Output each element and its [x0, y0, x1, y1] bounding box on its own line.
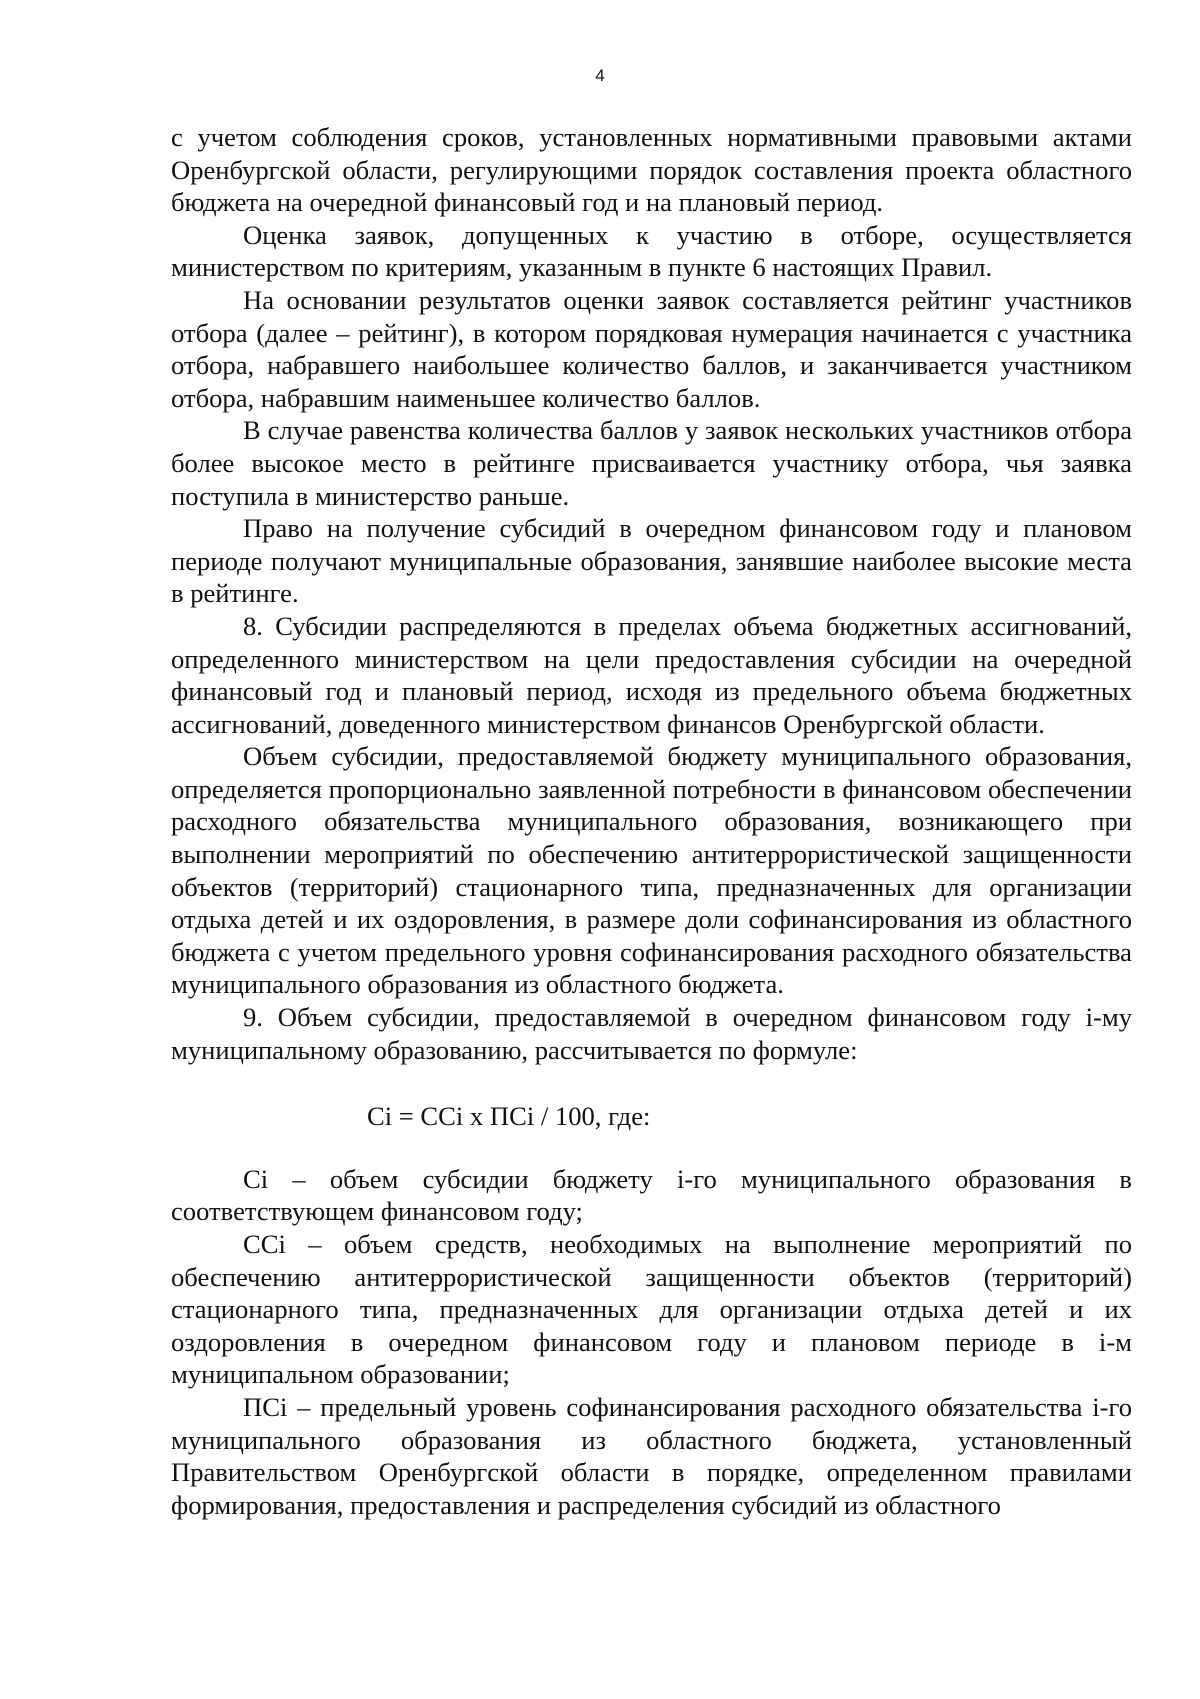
definition-cci: CCi – объем средств, необходимых на выполнение мероприятий по обеспечению антитеррористической защищенности объектов (территорий) стационарного типа, предназначенных для организации отдыха детей и их оздоровления в очередном финансовом году и плановом периоде в i-м муниципальном образовании;	[171, 1229, 1132, 1390]
paragraph: На основании результатов оценки заявок составляется рейтинг участников отбора (далее – рейтинг), в котором порядковая нумерация начинается с участника отбора, набравшего наибольшее количество баллов, и заканчивается участником отбора, набравшим наименьшее количество баллов.	[171, 284, 1132, 413]
paragraph: Объем субсидии, предоставляемой бюджету муниципального образования, определяется пропорционально заявленной потребности в финансовом обеспечении расходного обязательства муниципального образования, возникающего при выполнении мероприятий по обеспечению антитеррористической защищенности объектов (территорий) стационарного типа, предназначенных для организации отдыха детей и их оздоровления, в размере доли софинансирования из областного бюджета с учетом предельного уровня софинансирования расходного обязательства муниципального образования из областного бюджета.	[171, 741, 1132, 1000]
definition-ci: Ci – объем субсидии бюджету i-го муниципального образования в соответствующем финансовом году;	[171, 1163, 1132, 1227]
page-number: 4	[595, 66, 605, 85]
paragraph: 9. Объем субсидии, предоставляемой в очередном финансовом году i-му муниципальному образованию, рассчитывается по формуле:	[171, 1002, 1132, 1065]
paragraph: Право на получение субсидий в очередном финансовом году и плановом периоде получают муниципальные образования, занявшие наиболее высокие места в рейтинге.	[171, 513, 1132, 609]
paragraph: с учетом соблюдения сроков, установленных нормативными правовыми актами Оренбургской области, регулирующими порядок составления проекта областного бюджета на очередной финансовый год и на плановый период.	[171, 122, 1132, 218]
paragraph: В случае равенства количества баллов у заявок нескольких участников отбора более высокое место в рейтинге присваивается участнику отбора, чья заявка поступила в министерство раньше.	[171, 415, 1132, 511]
definition-pci: ПCi – предельный уровень софинансирования расходного обязательства i-го муниципального образования из областного бюджета, установленный Правительством Оренбургской области в порядке, определенном правилами формирования, предоставления и распределения субсидий из областного	[171, 1391, 1132, 1520]
paragraph: Оценка заявок, допущенных к участию в отборе, осуществляется министерством по критериям, указанным в пункте 6 настоящих Правил.	[171, 219, 1132, 283]
document-body	[171, 121, 1132, 1521]
paragraph: 8. Субсидии распределяются в пределах объема бюджетных ассигнований, определенного министерством на цели предоставления субсидии на очередной финансовый год и плановый период, исходя из предельного объема бюджетных ассигнований, доведенного министерством финансов Оренбургской области.	[171, 610, 1132, 739]
formula: Ci = CCi x ПCi / 100, где:	[367, 1101, 651, 1132]
